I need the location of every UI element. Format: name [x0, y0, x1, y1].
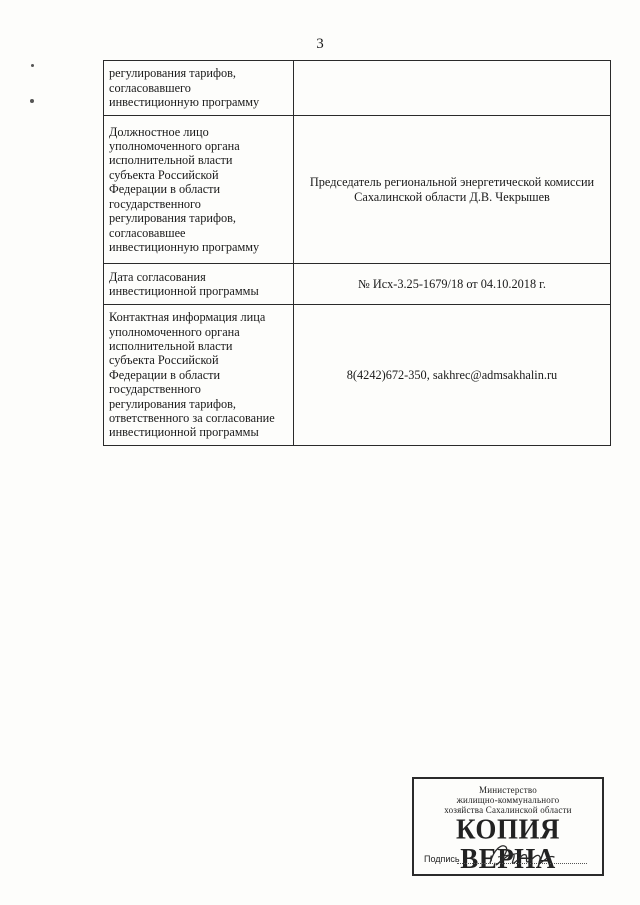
label-line: Федерации в области: [109, 367, 221, 382]
label-line: согласовавшего: [109, 80, 191, 95]
label-line: регулирования тарифов,: [109, 66, 236, 81]
contact-info: 8(4242)672-350, sakhrec@admsakhalin.ru: [294, 305, 611, 446]
row-label: [104, 61, 294, 116]
label-line: инвестиционную программу: [109, 95, 260, 110]
label-line: уполномоченного органа: [109, 139, 240, 154]
label-line: регулирования тарифов,: [109, 396, 236, 411]
certified-copy-stamp: [412, 777, 604, 876]
scan-speck: [30, 99, 34, 103]
stamp-org-line: Министерство: [479, 785, 537, 795]
label-line: Дата согласования: [109, 269, 206, 284]
label-line: инвестиционную программу: [109, 239, 260, 254]
label-line: ответственного за согласование: [109, 411, 275, 426]
table-row: [104, 61, 611, 116]
approval-reference: № Исх-3.25-1679/18 от 04.10.2018 г.: [294, 264, 611, 305]
label-line: регулирования тарифов,: [109, 211, 236, 226]
handwritten-signature-icon: [484, 837, 564, 873]
label-line: Федерации в области: [109, 182, 221, 197]
table-row: [104, 305, 611, 446]
label-line: согласовавшее: [109, 225, 186, 240]
stamp-org-line: хозяйства Сахалинской области: [444, 805, 572, 815]
row-label: [104, 305, 294, 446]
table-row: [104, 116, 611, 264]
label-line: субъекта Российской: [109, 167, 219, 182]
label-line: инвестиционной программы: [109, 425, 259, 440]
label-line: уполномоченного органа: [109, 324, 240, 339]
row-label: [104, 264, 294, 305]
approver-name: Председатель региональной энергетической комиссии Сахалинской области Д.В. Чекрышев: [294, 116, 611, 264]
stamp-org-line: жилищно-коммунального: [456, 795, 560, 805]
label-line: Должностное лицо: [109, 124, 209, 139]
label-line: государственного: [109, 382, 201, 397]
scan-speck: [31, 64, 34, 67]
page-number: 3: [316, 36, 324, 52]
row-label: [104, 116, 294, 264]
label-line: субъекта Российской: [109, 353, 219, 368]
label-line: государственного: [109, 196, 201, 211]
row-value: [294, 61, 611, 116]
stamp-organization: [414, 785, 602, 815]
stamp-signature-label: Подпись: [424, 854, 460, 864]
label-line: Контактная информация лица: [109, 310, 266, 325]
approval-info-table: [103, 60, 611, 446]
label-line: исполнительной власти: [109, 338, 233, 353]
label-line: исполнительной власти: [109, 153, 233, 168]
label-line: инвестиционной программы: [109, 284, 259, 298]
table-row: [104, 264, 611, 305]
stamp-title: КОПИЯ ВЕРНА: [456, 813, 560, 875]
